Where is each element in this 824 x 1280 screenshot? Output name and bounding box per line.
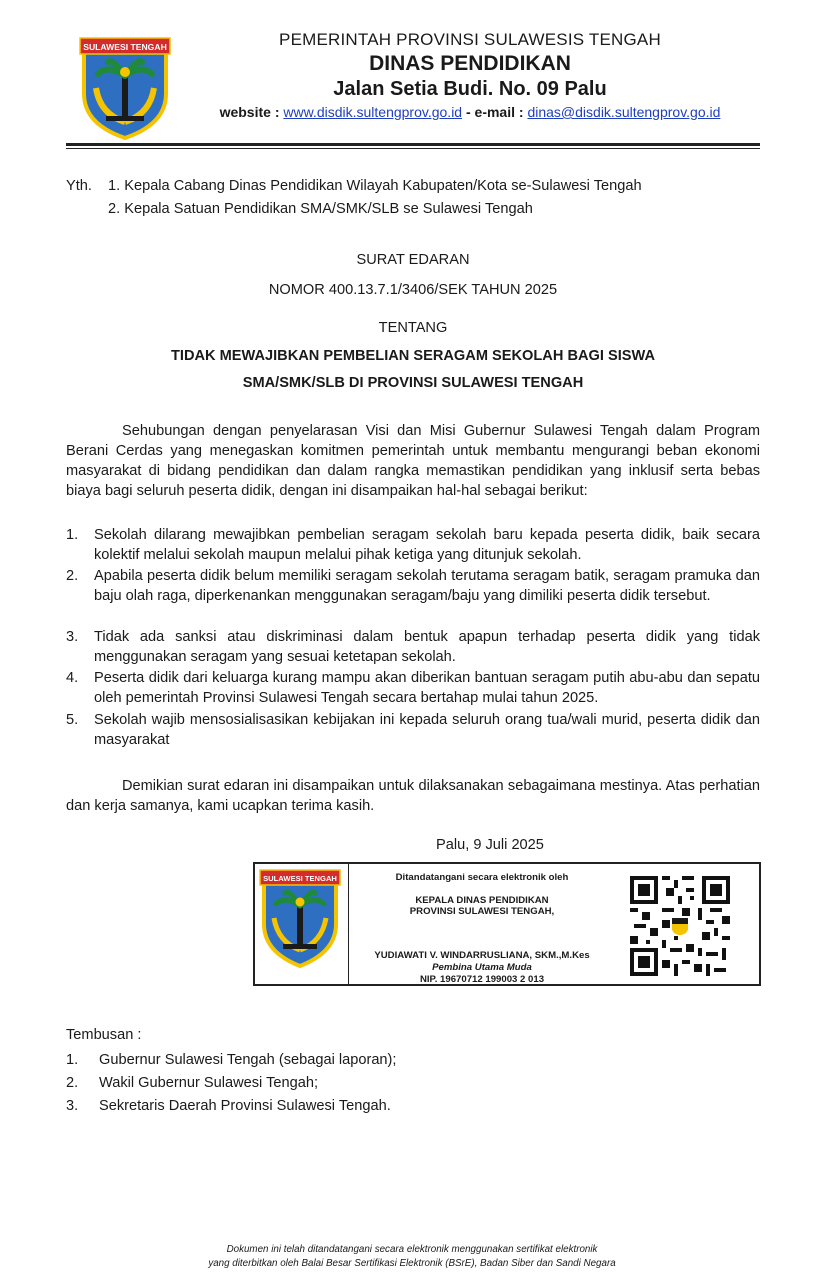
closing-paragraph: Demikian surat edaran ini disampaikan untuk dilaksanakan sebagaimana mestinya. Atas perhatian dan kerja samanya, kami ucapkan terima kasih.: [66, 778, 760, 814]
list-number: 1.: [66, 527, 79, 543]
tembusan-heading: Tembusan :: [66, 1027, 142, 1043]
subject-line-2: SMA/SMK/SLB DI PROVINSI SULAWESI TENGAH: [242, 375, 584, 391]
tembusan-number: 2.: [66, 1075, 79, 1091]
subject-line-1: TIDAK MEWAJIBKAN PEMBELIAN SERAGAM SEKOLAH BAGI SISWA: [170, 348, 656, 364]
list-text: Sekolah dilarang mewajibkan pembelian seragam sekolah baru kepada peserta didik, baik secara kolektif melalui sekolah maupun melalui pihak ketiga yang ditunjuk sekolah.: [94, 527, 760, 563]
circular-number: NOMOR 400.13.7.1/3406/SEK TAHUN 2025: [268, 282, 558, 298]
signed-note: Ditandatangani secara elektronik oleh: [395, 872, 569, 883]
agency-address: Jalan Setia Budi. No. 09 Palu: [333, 78, 607, 100]
letterhead-rule-thick: [66, 143, 760, 146]
list-item: [66, 566, 760, 606]
addressee-item: 2. Kepala Satuan Pendidikan SMA/SMK/SLB se Sulawesi Tengah: [108, 201, 533, 217]
signer-position-2: PROVINSI SULAWESI TENGAH,: [409, 906, 555, 917]
tembusan-number: 3.: [66, 1098, 79, 1114]
website-label: website :: [219, 104, 280, 120]
province-emblem-logo: [78, 36, 172, 140]
list-item: [66, 525, 760, 565]
tembusan-number: 1.: [66, 1052, 79, 1068]
circular-title: SURAT EDARAN: [356, 252, 470, 268]
list-item: [66, 627, 760, 667]
letter-date: Palu, 9 Juli 2025: [436, 837, 544, 853]
government-name: PEMERINTAH PROVINSI SULAWESIS TENGAH: [279, 30, 661, 49]
tembusan-text: Wakil Gubernur Sulawesi Tengah;: [99, 1075, 319, 1091]
letterhead-rule-thin: [66, 148, 760, 149]
signer-rank: Pembina Utama Muda: [432, 962, 532, 973]
tembusan-item: [66, 1050, 396, 1070]
list-item: [66, 668, 760, 708]
tembusan-item: [66, 1096, 391, 1116]
about-label: TENTANG: [378, 320, 448, 336]
list-text: Sekolah wajib mensosialisasikan kebijakan ini kepada seluruh orang tua/wali murid, peserta didik dan masyarakat: [94, 712, 760, 748]
list-text: Peserta didik dari keluarga kurang mampu akan diberikan bantuan seragam putih abu-abu dan sepatu oleh pemerintah Provinsi Sulawesi Tengah secara bertahap mulai tahun 2025.: [94, 670, 760, 706]
email-link[interactable]: dinas@disdik.sultengprov.go.id: [527, 104, 721, 120]
list-number: 2.: [66, 568, 79, 584]
signature-logo-banner-text: SULAWESI TENGAH: [263, 874, 337, 883]
signature-divider: [348, 864, 349, 984]
email-label: - e-mail :: [465, 104, 524, 120]
footer-note-line-1: Dokumen ini telah ditandatangani secara elektronik menggunakan sertifikat elektronik: [226, 1244, 598, 1255]
list-number: 3.: [66, 629, 79, 645]
list-text: Apabila peserta didik belum memiliki seragam sekolah terutama seragam batik, seragam pramuka dan baju olah raga, diperkenankan menggunakan seragam/baju yang dimiliki peserta didik tersebut.: [94, 568, 760, 604]
signer-nip: NIP. 19670712 199003 2 013: [419, 974, 545, 985]
list-text: Tidak ada sanksi atau diskriminasi dalam bentuk apapun terhadap peserta didik yang tidak menggunakan seragam yang sesuai ketetapan sekolah.: [94, 629, 760, 665]
signer-position-1: KEPALA DINAS PENDIDIKAN: [415, 895, 549, 906]
signer-name: YUDIAWATI V. WINDARRUSLIANA, SKM.,M.Kes: [374, 950, 590, 961]
addressee-label: Yth.: [66, 178, 92, 194]
website-link[interactable]: www.disdik.sultengprov.go.id: [283, 104, 463, 120]
addressee-item: 1. Kepala Cabang Dinas Pendidikan Wilayah Kabupaten/Kota se-Sulawesi Tengah: [108, 178, 642, 194]
tembusan-item: [66, 1073, 318, 1093]
tembusan-text: Sekretaris Daerah Provinsi Sulawesi Tengah.: [99, 1098, 391, 1114]
tembusan-text: Gubernur Sulawesi Tengah (sebagai laporan);: [99, 1052, 397, 1068]
footer-note-line-2: yang diterbitkan oleh Balai Besar Sertifikasi Elektronik (BSrE), Badan Siber dan Sandi Negara: [208, 1258, 616, 1269]
list-number: 4.: [66, 670, 79, 686]
intro-paragraph: Sehubungan dengan penyelarasan Visi dan Misi Gubernur Sulawesi Tengah dalam Program Berani Cerdas yang menegaskan komitmen pemerintah untuk membantu mengurangi beban ekonomi masyarakat di bidang pendidikan dan dalam rangka memastikan pendidikan yang inklusif serta bebas biaya bagi seluruh peserta didik, dengan ini disampaikan hal-hal sebagai berikut:: [66, 423, 760, 499]
agency-name: DINAS PENDIDIKAN: [369, 52, 571, 75]
contact-line: [180, 104, 760, 120]
list-item: [66, 710, 760, 750]
list-number: 5.: [66, 712, 79, 728]
qr-code-icon: [630, 876, 730, 976]
signature-emblem-logo: [258, 868, 342, 968]
logo-banner-text: SULAWESI TENGAH: [83, 42, 167, 52]
